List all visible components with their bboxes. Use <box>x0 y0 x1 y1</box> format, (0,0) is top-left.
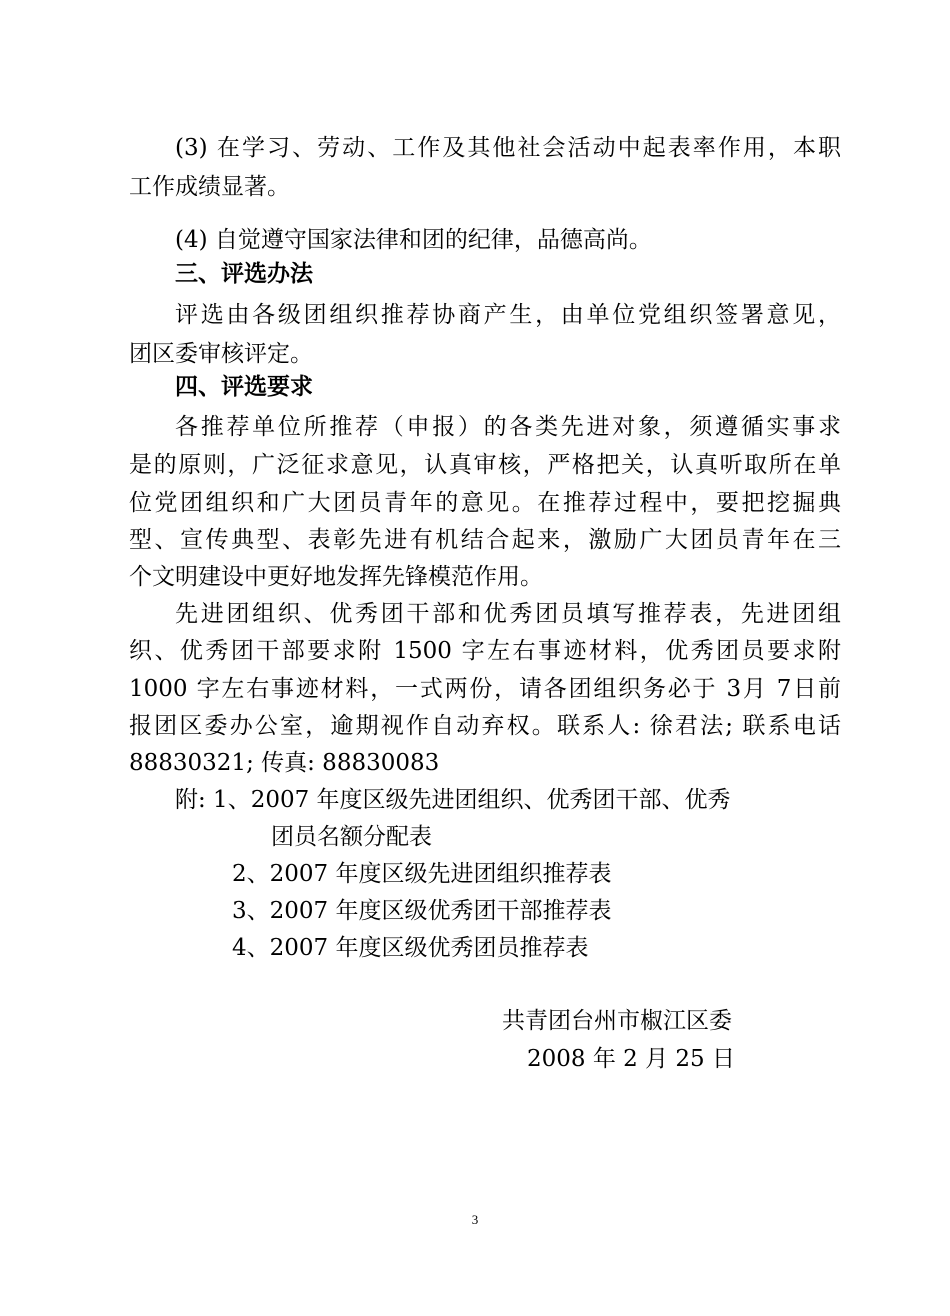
attachment-3: 3、2007 年度区级优秀团干部推荐表 <box>232 898 612 924</box>
section-heading-selection-method: 三、评选办法 <box>175 261 313 287</box>
selection-method-line-1: 评选由各级团组织推荐协商产生，由单位党组织签署意见， <box>175 302 841 328</box>
criterion-3-line-1: (3) 在学习、劳动、工作及其他社会活动中起表率作用，本职 <box>175 135 841 161</box>
requirements-paragraph-1-line-3: 位党团组织和广大团员青年的意见。在推荐过程中，要把挖掘典 <box>129 490 841 516</box>
attachment-4: 4、2007 年度区级优秀团员推荐表 <box>232 935 589 961</box>
criterion-4: (4) 自觉遵守国家法律和团的纪律，品德高尚。 <box>175 227 652 253</box>
requirements-paragraph-1-line-2: 是的原则，广泛征求意见，认真审核，严格把关，认真听取所在单 <box>129 452 841 478</box>
requirements-paragraph-1-line-4: 型、宣传典型、表彰先进有机结合起来，激励广大团员青年在三 <box>129 527 841 553</box>
requirements-paragraph-2-line-4: 报团区委办公室，逾期视作自动弃权。联系人: 徐君法; 联系电话 <box>129 713 841 739</box>
section-heading-selection-requirements: 四、评选要求 <box>175 374 313 400</box>
requirements-paragraph-2-line-3: 1000 字左右事迹材料，一式两份，请各团组织务必于 3月 7日前 <box>129 676 841 702</box>
attachment-2: 2、2007 年度区级先进团组织推荐表 <box>232 861 612 887</box>
requirements-paragraph-2-line-1: 先进团组织、优秀团干部和优秀团员填写推荐表，先进团组 <box>175 601 841 627</box>
attachment-1-line-1: 附: 1、2007 年度区级先进团组织、优秀团干部、优秀 <box>175 787 731 813</box>
requirements-paragraph-2-line-2: 织、优秀团干部要求附 1500 字左右事迹材料，优秀团员要求附 <box>129 638 841 664</box>
attachment-1-line-2: 团员名额分配表 <box>271 824 432 850</box>
issue-date: 2008 年 2 月 25 日 <box>527 1046 735 1072</box>
requirements-paragraph-1-line-1: 各推荐单位所推荐（申报）的各类先进对象，须遵循实事求 <box>175 414 841 440</box>
contact-phone-fax: 88830321; 传真: 88830083 <box>129 750 440 776</box>
issuing-organization: 共青团台州市椒江区委 <box>502 1008 732 1034</box>
criterion-3-line-2: 工作成绩显著。 <box>129 174 290 200</box>
requirements-paragraph-1-line-5: 个文明建设中更好地发挥先锋模范作用。 <box>129 564 543 590</box>
selection-method-line-2: 团区委审核评定。 <box>129 341 313 367</box>
page-number: 3 <box>471 1212 479 1227</box>
